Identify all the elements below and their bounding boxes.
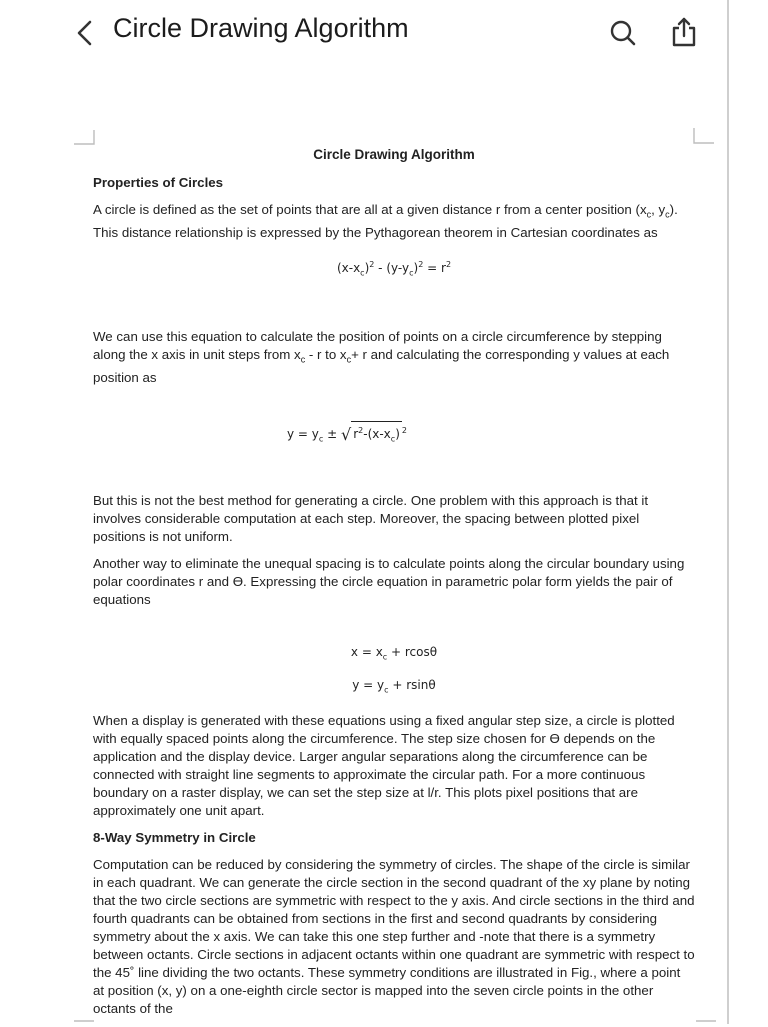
equation-x-polar: $x = x_c + rcos\theta$ (350, 645, 438, 662)
radicand: $r^2-(x-x_c)$ (351, 421, 402, 448)
app-header (0, 0, 727, 66)
equation-y-solution: $y = y_c$ ± √ $r^2-(x-x_c)$ $^2$ (0, 421, 695, 448)
chevron-left-icon (75, 20, 95, 46)
crop-mark-bottom-right (694, 1016, 718, 1024)
page-edge-divider (727, 0, 729, 1024)
section-heading-symmetry: 8-Way Symmetry in Circle (93, 829, 256, 845)
paragraph-not-best-method: But this is not the best method for generating a circle. One problem with this approach is that it involves considerable computation at each step. Moreover, the spacing between plotted pixel positions is not uniform. (93, 493, 649, 545)
paragraph-stepping: We can use this equation to calculate the position of points on a circle circumference by stepping along the x axis in unit steps from $x_c$ - r to $x_c+ r$ and calculating the corresponding y values at each position as (93, 329, 670, 385)
paragraph-polar-coordinates: Another way to eliminate the unequal spacing is to calculate points along the circular boundary using polar coordinates r and ϴ. Expressing the circle equation in parametric polar form yields the pair of equations (93, 556, 685, 608)
section-heading-properties: Properties of Circles (93, 175, 224, 190)
back-button[interactable] (70, 16, 100, 50)
crop-mark-right (692, 128, 716, 146)
page-title: Circle Drawing Algorithm (113, 13, 409, 43)
equation-y-polar: $y = y_c + rsin\theta$ (352, 678, 436, 695)
document-title: Circle Drawing Algorithm (313, 147, 475, 162)
equation-circle: $(x-x_c)^2 - (y-y_c)^2 = r^2$ (336, 259, 452, 278)
share-icon (670, 16, 698, 48)
sqrt-symbol: √ (341, 424, 352, 444)
document-page (93, 142, 695, 1027)
paragraph-symmetry: Computation can be reduced by considering the symmetry of circles. The shape of the circle is similar in each quadrant. We can generate the circle section in the second quadrant of the xy plane by noting that the two circle sections are symmetric with respect to the y axis. And circle sections in the third and fourth quadrants can be obtained from sections in the first and second quadrants by considering symmetry about the x axis. We can take this one step further and -note that there is a symmetry between octants. Circle sections in adjacent octants within one quadrant are symmetric with respect to the 45˚ line dividing the two octants. These symmetry conditions are illustrated in Fig., where a point at position (x, y) on a one-eighth circle sector is mapped into the seven circle points in the other octants of the (93, 856, 695, 1016)
share-button[interactable] (667, 14, 701, 50)
search-icon (609, 19, 637, 47)
search-button[interactable] (606, 16, 640, 50)
paragraph-definition: A circle is defined as the set of points that are all at a given distance r from a center position ($x_c$, $y_c$). This distance relationship is expressed by the Pythagorean theorem in Cartesian coordinates as (93, 202, 678, 240)
paragraph-angular-step: When a display is generated with these equations using a fixed angular step size, a circle is plotted with equally spaced points along the circumference. The step size chosen for ϴ depends on the application and the display device. Larger angular separations along the circumference can be connected with straight line segments to approximate the circular path. For a more continuous boundary on a raster display, we can set the step size at l/r. This plots pixel positions that are approximately one unit apart. (93, 712, 675, 818)
